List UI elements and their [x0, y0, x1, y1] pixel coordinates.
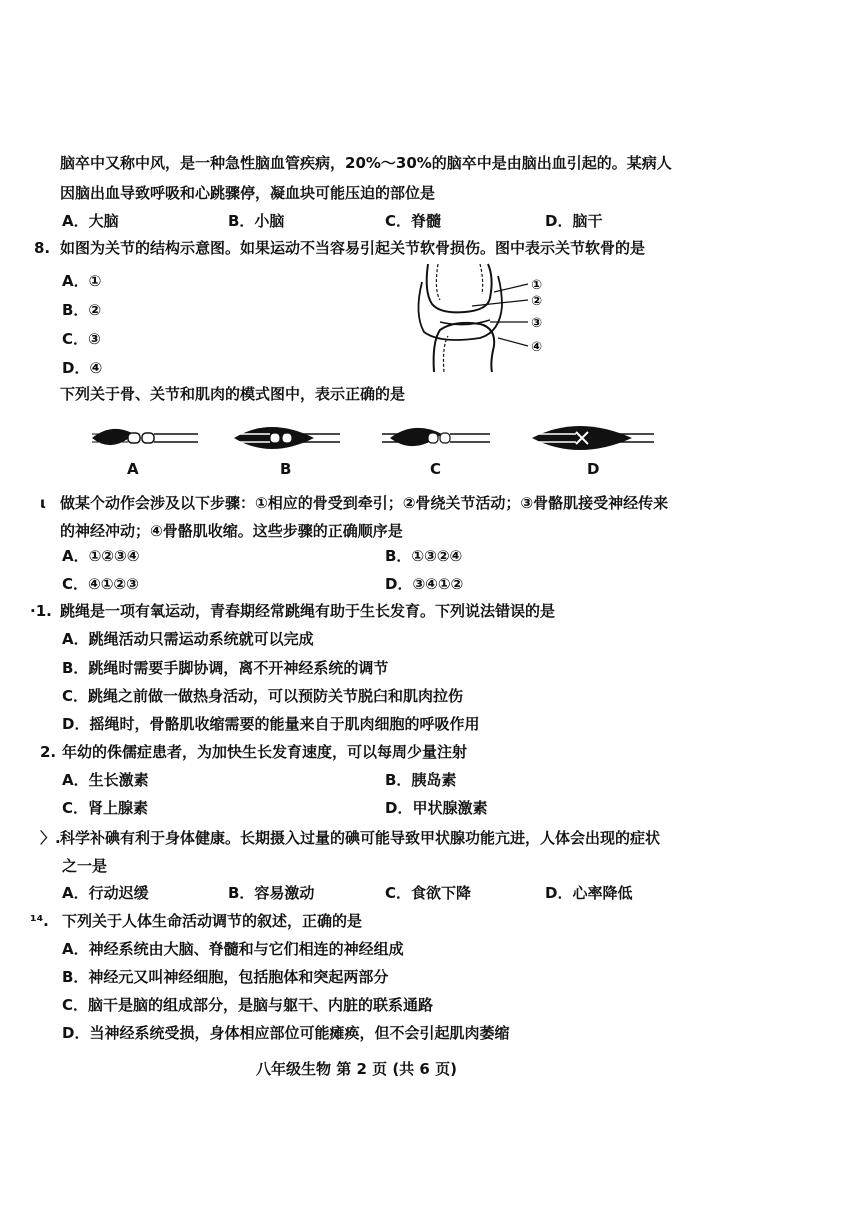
q13-option-c: C．食欲下降 — [385, 884, 472, 902]
q12-stem: 年幼的侏儒症患者，为加快生长发育速度，可以每周少量注射 — [62, 743, 468, 761]
q12-option-d: D．甲状腺激素 — [385, 799, 488, 817]
q7-stem-line2: 因脑出血导致呼吸和心跳骤停，凝血块可能压迫的部位是 — [60, 184, 436, 202]
q8-option-b: B．② — [62, 301, 102, 319]
q14-option-a: A．神经系统由大脑、脊髓和与它们相连的神经组成 — [62, 940, 404, 958]
q10-stem-line2: 的神经冲动；④骨骼肌收缩。这些步骤的正确顺序是 — [60, 522, 403, 540]
q10-stem-line1: 做某个动作会涉及以下步骤：①相应的骨受到牵引；②骨绕关节活动；③骨骼肌接受神经传来 — [60, 494, 669, 512]
q12-option-b: B．胰岛素 — [385, 771, 457, 789]
label-4-leader — [498, 338, 528, 346]
label-2: ② — [531, 294, 543, 309]
figure-label-d: D — [587, 460, 600, 478]
q11-option-d: D．摇绳时，骨骼肌收缩需要的能量来自于肌肉细胞的呼吸作用 — [62, 715, 480, 733]
q14-option-c: C．脑干是脑的组成部分，是脑与躯干、内脏的联系通路 — [62, 996, 434, 1014]
q14-number: ¹⁴. — [30, 912, 49, 930]
figure-b-muscle-bone — [230, 420, 342, 456]
q13-number: 〉. — [40, 829, 61, 847]
figure-label-a: A — [127, 460, 139, 478]
q8-option-a: A．① — [62, 272, 102, 290]
figure-label-c: C — [430, 460, 442, 478]
q11-option-b: B．跳绳时需要手脚协调，离不开神经系统的调节 — [62, 659, 389, 677]
q8-number: 8. — [34, 239, 51, 257]
page-footer: 八年级生物 第 2 页 (共 6 页) — [256, 1060, 457, 1078]
q8-option-c: C．③ — [62, 330, 101, 348]
q7-option-a: A．大脑 — [62, 212, 119, 230]
q7-option-b: B．小脑 — [228, 212, 285, 230]
q10-option-d: D．③④①② — [385, 575, 464, 593]
q13-option-a: A．行动迟缓 — [62, 884, 149, 902]
q13-stem-line1: 科学补碘有利于身体健康。长期摄入过量的碘可能导致甲状腺功能亢进，人体会出现的症状 — [60, 829, 661, 847]
q14-option-d: D．当神经系统受损，身体相应部位可能瘫痪，但不会引起肌肉萎缩 — [62, 1024, 510, 1042]
figure-d-muscle-bone — [528, 420, 658, 456]
label-3: ③ — [531, 316, 543, 331]
q14-stem: 下列关于人体生命活动调节的叙述，正确的是 — [62, 912, 363, 930]
q10-option-c: C．④①②③ — [62, 575, 139, 593]
label-2-leader — [472, 300, 528, 306]
q12-option-a: A．生长激素 — [62, 771, 149, 789]
q9-stem: 下列关于骨、关节和肌肉的模式图中，表示正确的是 — [60, 385, 406, 403]
label-4: ④ — [531, 340, 543, 355]
q11-option-a: A．跳绳活动只需运动系统就可以完成 — [62, 630, 314, 648]
q11-option-c: C．跳绳之前做一做热身活动，可以预防关节脱臼和肌肉拉伤 — [62, 687, 464, 705]
joint-structure-diagram — [410, 262, 560, 374]
q13-option-b: B．容易激动 — [228, 884, 315, 902]
q7-stem-line1: 脑卒中又称中风，是一种急性脑血管疾病，20%～30%的脑卒中是由脑出血引起的。某病人 — [60, 154, 672, 172]
q12-number: 2. — [40, 743, 57, 761]
figure-c-muscle-bone — [380, 420, 492, 456]
q12-option-c: C．肾上腺素 — [62, 799, 149, 817]
q13-option-d: D．心率降低 — [545, 884, 633, 902]
q10-option-a: A．①②③④ — [62, 547, 140, 565]
label-1: ① — [531, 278, 543, 293]
label-1-leader — [494, 284, 528, 292]
q7-option-d: D．脑干 — [545, 212, 603, 230]
q10-option-b: B．①③②④ — [385, 547, 463, 565]
q11-number: ·1. — [30, 602, 52, 620]
q8-option-d: D．④ — [62, 359, 103, 377]
q7-option-c: C．脊髓 — [385, 212, 442, 230]
q8-stem: 如图为关节的结构示意图。如果运动不当容易引起关节软骨损伤。图中表示关节软骨的是 — [60, 239, 646, 257]
figure-label-b: B — [280, 460, 292, 478]
q10-number: ι — [40, 494, 46, 512]
figure-a-muscle-bone — [88, 420, 200, 456]
q14-option-b: B．神经元又叫神经细胞，包括胞体和突起两部分 — [62, 968, 389, 986]
q13-stem-line2: 之一是 — [62, 857, 108, 875]
q11-stem: 跳绳是一项有氧运动，青春期经常跳绳有助于生长发育。下列说法错误的是 — [60, 602, 556, 620]
